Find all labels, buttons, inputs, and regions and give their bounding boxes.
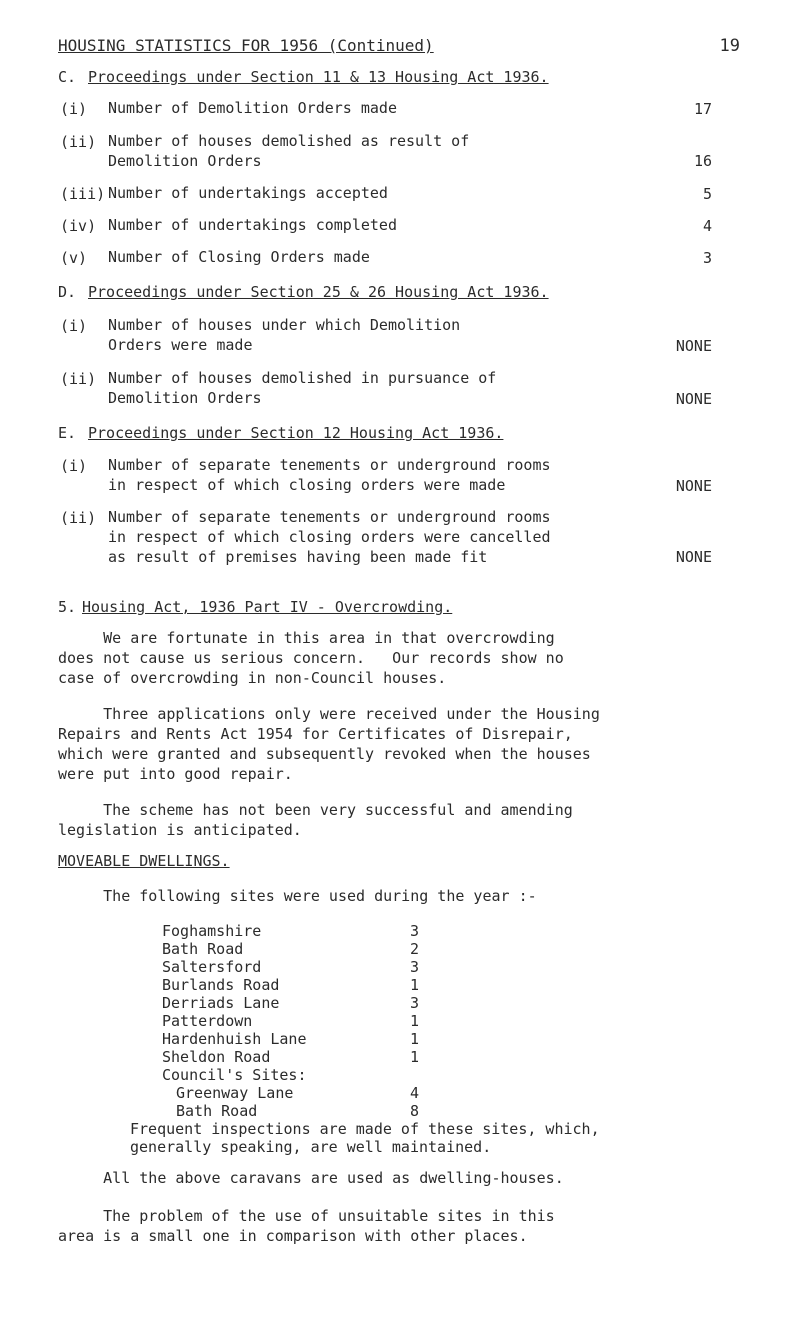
page-number: 19 (719, 36, 740, 56)
item-label: (ii) (60, 509, 97, 527)
item-text: Number of separate tenements or underground rooms in respect of which closing orders were made (108, 456, 551, 494)
item-text: Number of houses under which Demolition Orders were made (108, 316, 461, 354)
paragraph: Frequent inspections are made of these sites, which, generally speaking, are well maintained. (130, 1120, 600, 1156)
site-count: 2 (410, 940, 420, 958)
item-value: NONE (675, 548, 712, 566)
item-label: (i) (60, 100, 88, 118)
item-label: (iv) (60, 217, 97, 235)
site-name: Saltersford (162, 958, 262, 976)
item-value: NONE (675, 477, 712, 495)
paragraph: We are fortunate in this area in that overcrowding does not cause us serious concern. Our records show no case of overcrowding in non-Council houses. (58, 629, 564, 687)
site-name: Foghamshire (162, 922, 262, 940)
site-count: 3 (410, 994, 420, 1012)
site-name: Hardenhuish Lane (162, 1030, 307, 1048)
paragraph: The scheme has not been very successful and amending legislation is anticipated. (58, 801, 573, 839)
site-count: 4 (410, 1084, 420, 1102)
site-name: Sheldon Road (162, 1048, 271, 1066)
item-label: (i) (60, 457, 88, 475)
item-label: (v) (60, 249, 88, 267)
site-count: 3 (410, 922, 420, 940)
item-value: 17 (693, 100, 712, 118)
site-count: 1 (410, 1030, 420, 1048)
site-count: 1 (410, 1012, 420, 1030)
paragraph: Three applications only were received under the Housing Repairs and Rents Act 1954 for Certificates of Disrepair, which were granted and subsequently revoked when the houses were put into good repair. (58, 705, 600, 783)
item-text: Number of Demolition Orders made (108, 99, 397, 117)
site-name: Derriads Lane (162, 994, 280, 1012)
site-name: Patterdown (162, 1012, 253, 1030)
section-e-heading: Proceedings under Section 12 Housing Act 1936. (88, 424, 504, 442)
section-5-heading: Housing Act, 1936 Part IV - Overcrowding. (82, 598, 453, 616)
site-name: Greenway Lane (176, 1084, 294, 1102)
item-text: Number of Closing Orders made (108, 248, 370, 266)
item-text: Number of houses demolished as result of Demolition Orders (108, 132, 470, 170)
paragraph: The problem of the use of unsuitable sites in this area is a small one in comparison with other places. (58, 1207, 555, 1245)
item-text: Number of separate tenements or underground rooms in respect of which closing orders were cancelled as result of premises having been made fit (108, 508, 551, 566)
council-sites-label: Council's Sites: (162, 1066, 307, 1084)
item-text: Number of houses demolished in pursuance of Demolition Orders (108, 369, 497, 407)
item-text: Number of undertakings completed (108, 216, 397, 234)
item-text: Number of undertakings accepted (108, 184, 388, 202)
site-name: Bath Road (176, 1102, 258, 1120)
moveable-dwellings-heading: MOVEABLE DWELLINGS. (58, 852, 230, 870)
page-header-title: HOUSING STATISTICS FOR 1956 (Continued) (58, 36, 434, 55)
moveable-intro: The following sites were used during the year :- (58, 887, 537, 905)
item-label: (i) (60, 317, 88, 335)
section-5-prefix: 5. (58, 598, 77, 616)
site-count: 1 (410, 976, 420, 994)
paragraph: All the above caravans are used as dwelling-houses. (58, 1169, 564, 1187)
site-count: 3 (410, 958, 420, 976)
site-name: Burlands Road (162, 976, 280, 994)
item-value: 4 (702, 217, 712, 235)
item-label: (ii) (60, 370, 97, 388)
site-count: 1 (410, 1048, 420, 1066)
section-d-prefix: D. (58, 283, 77, 301)
item-label: (ii) (60, 133, 97, 151)
site-count: 8 (410, 1102, 420, 1120)
section-c-heading: Proceedings under Section 11 & 13 Housing Act 1936. (88, 68, 549, 86)
item-value: 3 (702, 249, 712, 267)
item-label: (iii) (60, 185, 106, 203)
item-value: NONE (675, 390, 712, 408)
section-c-prefix: C. (58, 68, 77, 86)
item-value: 16 (693, 152, 712, 170)
item-value: NONE (675, 337, 712, 355)
section-e-prefix: E. (58, 424, 77, 442)
site-name: Bath Road (162, 940, 244, 958)
section-d-heading: Proceedings under Section 25 & 26 Housing Act 1936. (88, 283, 549, 301)
item-value: 5 (702, 185, 712, 203)
